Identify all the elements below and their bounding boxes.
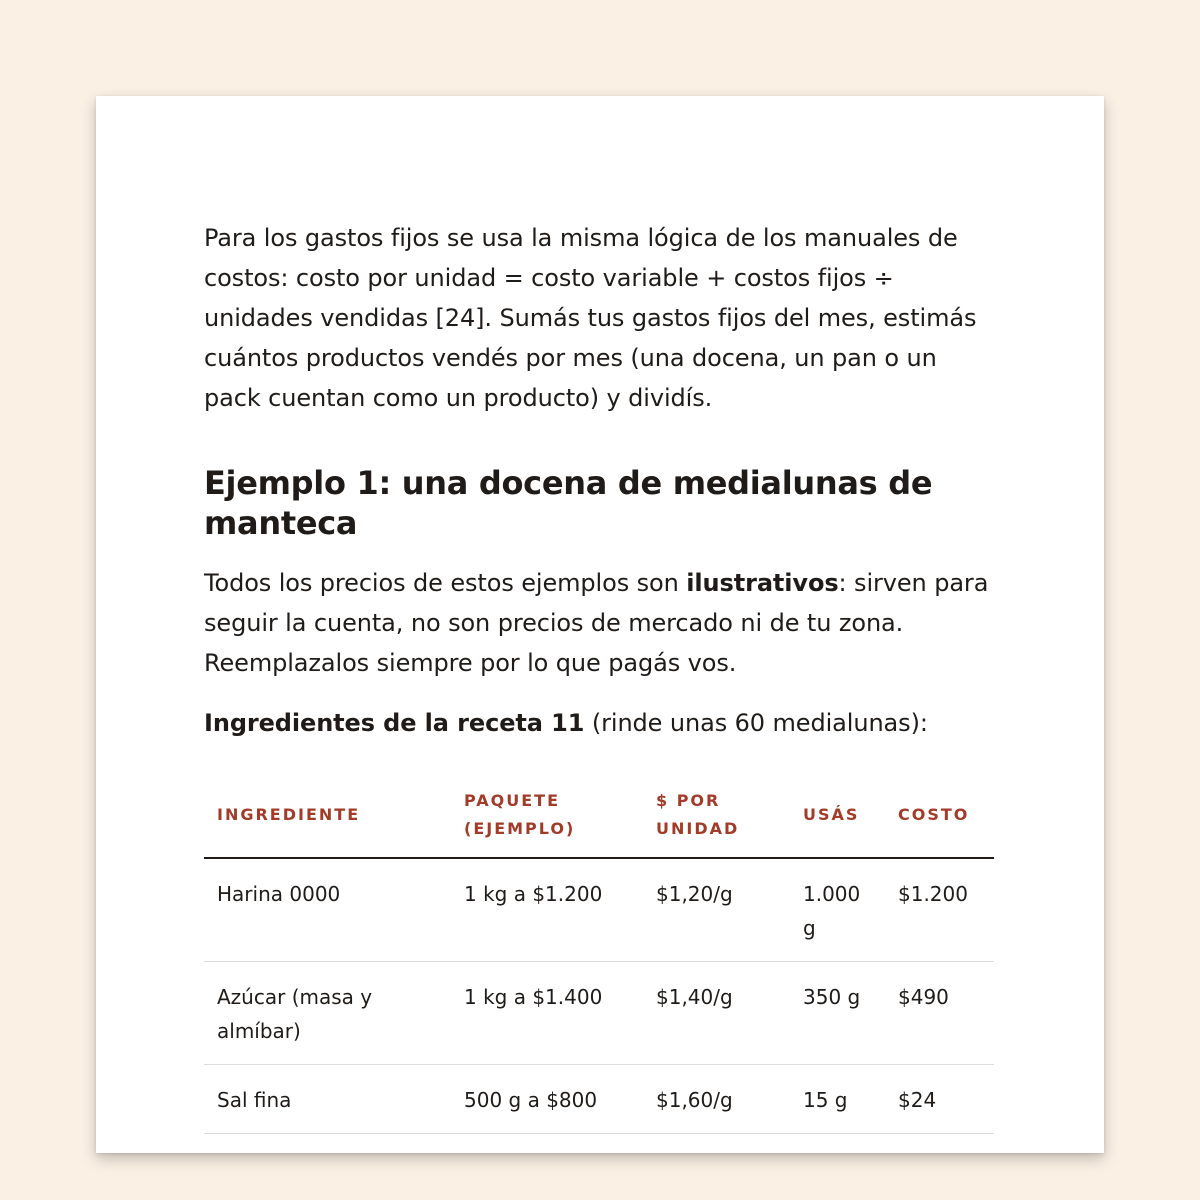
cell-cost: $24 xyxy=(885,1065,994,1134)
disclaimer-paragraph xyxy=(204,563,994,683)
table-row xyxy=(204,858,994,962)
cell-price-per-unit: $1,40/g xyxy=(646,962,793,1065)
table-row xyxy=(204,1065,994,1134)
example-heading: Ejemplo 1: una docena de medialunas de manteca xyxy=(204,464,933,542)
cell-package: 1 kg a $1.200 xyxy=(454,858,646,962)
column-header-ingredient: INGREDIENTE xyxy=(204,773,454,858)
table-row xyxy=(204,962,994,1065)
recipe-line xyxy=(204,703,994,743)
cell-ingredient: Sal fina xyxy=(204,1065,454,1134)
column-header-package: PAQUETE (EJEMPLO) xyxy=(454,773,646,858)
disclaimer-bold-word: ilustrativos xyxy=(686,569,839,597)
cell-price-per-unit: $1,60/g xyxy=(646,1065,793,1134)
intro-paragraph: Para los gastos fijos se usa la misma lógica de los manuales de costos: costo por unidad = costo variable + costos fijos ÷ unidades vendidas [24]. Sumás tus gastos fijos del mes, estimás cuántos productos vendés por mes (una docena, un pan o un pack cuentan como un producto) y dividís. xyxy=(204,224,977,412)
cell-price-per-unit: $1,20/g xyxy=(646,858,793,962)
ingredients-table xyxy=(204,773,994,1134)
recipe-yield: (rinde unas 60 medialunas): xyxy=(584,709,928,737)
disclaimer-text-start: Todos los precios de estos ejemplos son xyxy=(204,569,687,597)
column-header-price-per-unit: $ POR UNIDAD xyxy=(646,773,793,858)
cell-cost: $1.200 xyxy=(885,858,994,962)
column-header-amount-used: USÁS xyxy=(793,773,885,858)
column-header-cost: COSTO xyxy=(885,773,994,858)
article-content xyxy=(204,218,994,1134)
cell-package: 1 kg a $1.400 xyxy=(454,962,646,1065)
cell-ingredient: Azúcar (masa y almíbar) xyxy=(204,962,454,1065)
cell-cost: $490 xyxy=(885,962,994,1065)
recipe-title: Ingredientes de la receta 11 xyxy=(204,709,585,737)
disclaimer-text-end: : sirven para seguir la cuenta, no son precios de mercado ni de tu zona. Reemplazalos siempre por lo que pagás vos. xyxy=(204,569,989,677)
cell-amount-used: 15 g xyxy=(793,1065,885,1134)
cell-ingredient: Harina 0000 xyxy=(204,858,454,962)
table-header-row xyxy=(204,773,994,858)
article-card xyxy=(96,96,1104,1153)
cell-package: 500 g a $800 xyxy=(454,1065,646,1134)
cell-amount-used: 1.000 g xyxy=(793,858,885,962)
cell-amount-used: 350 g xyxy=(793,962,885,1065)
